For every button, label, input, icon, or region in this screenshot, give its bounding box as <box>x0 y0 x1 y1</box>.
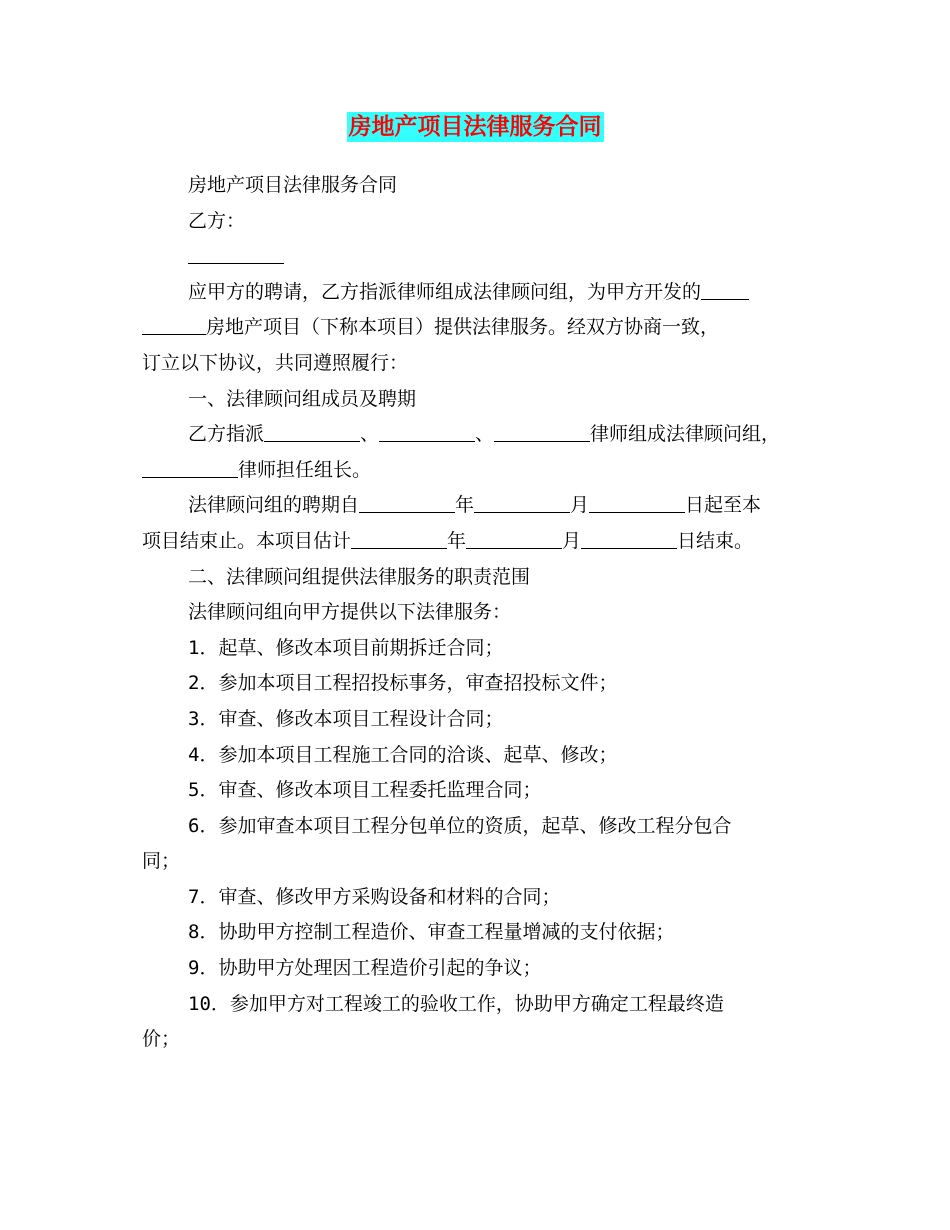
term-year: 年 <box>455 494 475 517</box>
list-item: 3．审查、修改本项目工程设计合同； <box>188 707 504 730</box>
blank-end-year <box>351 529 447 549</box>
paragraph-term-line1 <box>142 488 814 524</box>
paragraph-term-line2 <box>142 524 814 560</box>
section-heading-1: 一、法律顾问组成员及聘期 <box>188 387 417 410</box>
list-item-continuation: 同； <box>142 850 181 873</box>
blank-start-day <box>589 493 685 513</box>
blank-project-name-part1 <box>701 280 749 300</box>
title-wrap <box>0 112 950 142</box>
list-item: 4．参加本项目工程施工合同的洽谈、起草、修改； <box>188 743 618 766</box>
blank-team-leader <box>142 458 238 478</box>
blank-lawyer-3 <box>494 422 590 442</box>
section-heading-2: 二、法律顾问组提供法律服务的职责范围 <box>188 565 531 588</box>
paragraph-intro-line2 <box>142 310 814 346</box>
paragraph-lawyers-line2 <box>142 453 814 489</box>
paragraph-services-intro: 法律顾问组向甲方提供以下法律服务： <box>188 601 512 624</box>
term-text-d: 日结束。 <box>677 529 754 552</box>
paragraph-intro-line3: 订立以下协议，共同遵照履行： <box>142 351 409 374</box>
blank-start-year <box>359 493 455 513</box>
paragraph-party-b-blank <box>142 239 814 275</box>
blank-party-b-name <box>188 244 284 264</box>
lawyers-text-c: 律师担任组长。 <box>238 458 372 481</box>
document-title: 房地产项目法律服务合同 <box>348 113 602 140</box>
term-text-a: 法律顾问组的聘期自 <box>188 494 360 517</box>
paragraph-lawyers-line1 <box>142 417 814 453</box>
list-item: 6．参加审查本项目工程分包单位的资质，起草、修改工程分包合 <box>188 814 732 837</box>
intro-text-b: 房地产项目（下称本项目）提供法律服务。经双方协商一致， <box>206 316 720 339</box>
blank-lawyer-2 <box>379 422 475 442</box>
list-item: 7．审查、修改甲方采购设备和材料的合同； <box>188 885 561 908</box>
term-text-c: 项目结束止。本项目估计 <box>142 529 352 552</box>
intro-text-a: 应甲方的聘请，乙方指派律师组成法律顾问组，为甲方开发的 <box>188 280 702 303</box>
list-item: 5．审查、修改本项目工程委托监理合同； <box>188 779 542 802</box>
blank-end-day <box>581 529 677 549</box>
lawyers-sep-2: 、 <box>475 423 495 446</box>
list-item: 1．起草、修改本项目前期拆迁合同； <box>188 636 504 659</box>
list-item: 2．参加本项目工程招投标事务，审查招投标文件； <box>188 672 618 695</box>
lawyers-sep-1: 、 <box>360 423 380 446</box>
term-month-2: 月 <box>562 529 582 552</box>
lawyers-text-a: 乙方指派 <box>188 423 265 446</box>
paragraph-party-b: 乙方： <box>188 209 246 232</box>
lawyers-text-b: 律师组成法律顾问组， <box>590 423 781 446</box>
term-year-2: 年 <box>447 529 467 552</box>
list-item: 9．协助甲方处理因工程造价引起的争议； <box>188 957 542 980</box>
blank-start-month <box>474 493 570 513</box>
list-item-continuation: 价； <box>142 1028 181 1051</box>
list-item: 10．参加甲方对工程竣工的验收工作，协助甲方确定工程最终造 <box>188 992 724 1015</box>
paragraph-intro-line1 <box>142 275 814 311</box>
blank-lawyer-1 <box>264 422 360 442</box>
term-text-b: 日起至本 <box>685 494 762 517</box>
term-month: 月 <box>570 494 590 517</box>
paragraph-contract-name: 房地产项目法律服务合同 <box>188 174 398 196</box>
list-item: 8．协助甲方控制工程造价、审查工程量增减的支付依据； <box>188 921 675 944</box>
blank-project-name-part2 <box>142 315 206 335</box>
document-body <box>142 168 814 1058</box>
blank-end-month <box>466 529 562 549</box>
